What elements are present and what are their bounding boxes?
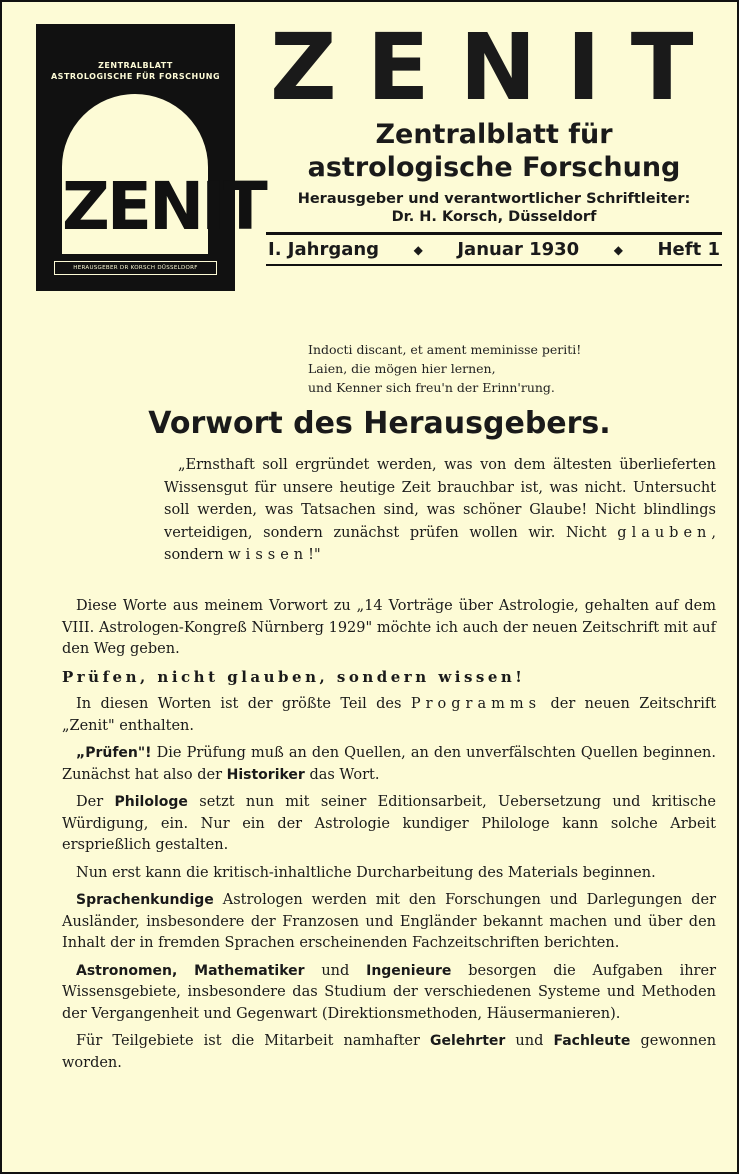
paragraph — [62, 694, 716, 737]
motto — [308, 340, 708, 397]
motto-line2: Laien, die mögen hier lernen, — [308, 361, 496, 376]
text: Für Teilgebiete ist die Mitarbeit namhafter — [76, 1033, 420, 1049]
text: das Wort. — [309, 766, 380, 783]
text: und — [515, 1033, 544, 1049]
bold-term: Gelehrter — [430, 1033, 506, 1049]
motto-line1: Indocti discant, et ament meminisse periti! — [308, 342, 582, 357]
text: In diesen Worten ist der größte Teil des — [76, 696, 402, 712]
paragraph: Nun erst kann die kritisch-inhaltliche Durcharbeitung des Materials beginnen. — [76, 864, 656, 881]
logo-bottom-bar: HERAUSGEBER DR KORSCH DÜSSELDORF — [54, 261, 217, 275]
text: setzt nun mit seiner Editionsarbeit, Uebersetzung und kritische Würdigung, ein. Nur ein der Astrologie kundiger Philologe kann solche Arbeit ersprießlich gestalten. — [62, 794, 717, 853]
quote-spaced-word: wissen — [228, 547, 309, 563]
masthead-rule-top — [266, 232, 722, 235]
text: Der — [76, 794, 104, 810]
zenit-logo — [36, 24, 265, 291]
logo-top-line1: ZENTRALBLATT — [98, 61, 173, 70]
text: gewonnen worden. — [62, 1033, 717, 1071]
diamond-separator-icon: ◆ — [413, 243, 423, 257]
logo-word: ZENIT — [62, 168, 265, 245]
bold-term: Philologe — [114, 794, 188, 810]
subtitle-line2: astrologische Forschung — [307, 152, 681, 183]
bold-term: Sprachenkundige — [76, 892, 214, 908]
logo-top-text — [36, 60, 235, 82]
text: besorgen die Aufgaben ihrer Wissensgebiete, insbesondere das Studium der verschiedenen Systeme und Methoden der Vergangenheit und Gegenwart (Direktionsmethoden, Häusermanieren). — [62, 962, 717, 1022]
masthead-title: ZENIT — [270, 14, 724, 121]
issue-number: Heft 1 — [657, 239, 720, 260]
editor-line1: Herausgeber und verantwortlicher Schriftleiter: — [297, 191, 691, 207]
text: Die Prüfung muß an den Quellen, an den unverfälschten Quellen beginnen. Zunächst hat also der — [62, 745, 716, 783]
masthead-subtitle — [266, 118, 722, 184]
bold-term: Ingenieure — [366, 962, 452, 979]
editor-line2: Dr. H. Korsch, Düsseldorf — [391, 209, 597, 225]
masthead-rule-bottom — [266, 264, 722, 266]
article-headline: Vorwort des Herausgebers. — [148, 406, 611, 441]
paragraph — [62, 890, 716, 955]
paragraph: Diese Worte aus meinem Vorwort zu „14 Vorträge über Astrologie, gehalten auf dem VIII. Astrologen-Kongreß Nürnberg 1929" möchte ich auch der neuen Zeitschrift mit auf den Weg geben. — [62, 598, 716, 657]
spaced-word: Programms — [410, 696, 542, 712]
logo-top-line2: ASTROLOGISCHE FÜR FORSCHUNG — [50, 72, 221, 81]
issue-year: I. Jahrgang — [268, 239, 380, 260]
motto-line3: und Kenner sich freu'n der Erinn'rung. — [308, 380, 555, 395]
text: der neuen Zeitschrift „Zenit" enthalten. — [62, 696, 717, 734]
bold-term: Historiker — [226, 766, 305, 783]
quote-text-mid: , sondern — [164, 524, 716, 563]
text: und — [321, 962, 350, 979]
diamond-separator-icon: ◆ — [613, 243, 623, 257]
bold-term: „Prüfen"! — [76, 745, 152, 761]
issue-date: Januar 1930 — [457, 239, 580, 260]
text: Astrologen werden mit den Forschungen und Darlegungen der Ausländer, insbesondere der Franzosen und Engländer bekannt machen und über den Inhalt der in fremden Sprachen erscheinenden Fachzeitschriften berichten. — [62, 892, 716, 951]
quote-spaced-word: glauben — [617, 524, 712, 541]
paragraph — [62, 961, 716, 1026]
issue-line — [266, 237, 722, 263]
quote-end: !" — [308, 547, 321, 563]
opening-quote — [164, 454, 716, 567]
subtitle-line1: Zentralblatt für — [375, 119, 613, 150]
paragraph — [62, 792, 716, 857]
paragraph — [62, 1031, 716, 1074]
masthead-editor — [266, 190, 722, 226]
bold-term: Mathematiker — [194, 962, 305, 979]
quote-text: „Ernsthaft soll ergründet werden, was von dem ältesten überlieferten Wissensgut für unsere heutige Zeit brauchbar ist, was nicht. Untersucht soll werden, was Tatsachen sind, was schöner Glaube! Nicht blindlings verteidigen, sondern zunächst prüfen wollen wir. Nicht — [164, 457, 716, 541]
bold-term: Astronomen, — [76, 962, 178, 979]
spaced-heading: Prüfen, nicht glauben, sondern wissen! — [62, 667, 526, 686]
paragraph — [62, 743, 716, 786]
masthead — [266, 14, 724, 266]
article-body — [62, 596, 716, 1080]
bold-term: Fachleute — [553, 1033, 631, 1049]
